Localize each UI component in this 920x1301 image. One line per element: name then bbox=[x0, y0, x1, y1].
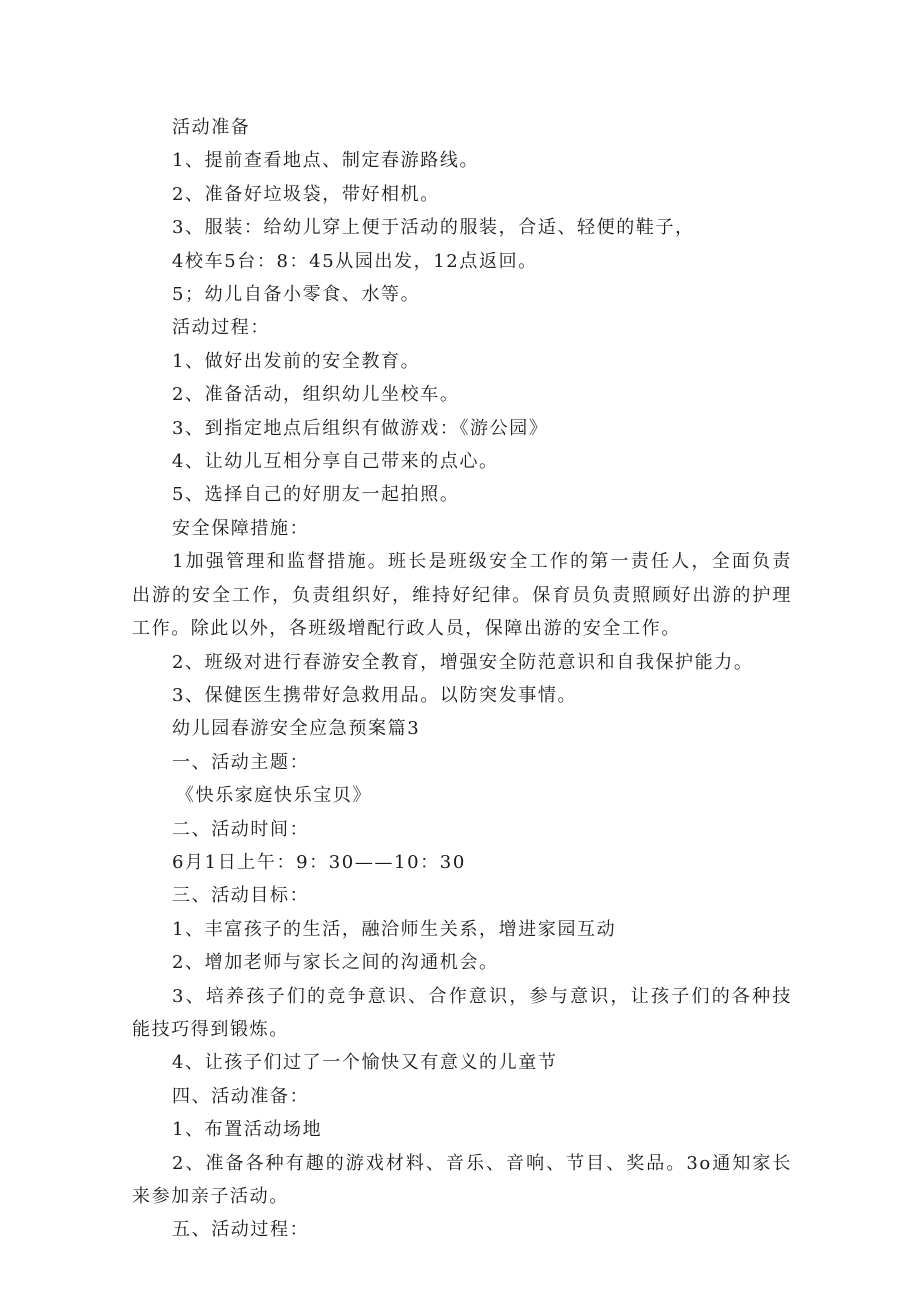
process-item-1: 1、做好出发前的安全教育。 bbox=[172, 350, 421, 372]
safety-item-3: 3、保健医生携带好急救用品。以防突发事情。 bbox=[172, 684, 578, 706]
heading-goals: 三、活动目标： bbox=[172, 885, 310, 907]
heading-activity-process: 活动过程： bbox=[172, 317, 270, 339]
time-value: 6月1日上午：9：30——10：30 bbox=[172, 851, 466, 873]
goal-item-3: 3、培养孩子们的竞争意识、合作意识，参与意识，让孩子们的各种技能技巧得到锻炼。 bbox=[132, 985, 792, 1040]
goal-item-4: 4、让孩子们过了一个愉快又有意义的儿童节 bbox=[172, 1052, 558, 1074]
section-title: 幼儿园春游安全应急预案篇3 bbox=[172, 718, 421, 740]
safety-paragraph-1: 1加强管理和监督措施。班长是班级安全工作的第一责任人，全面负责出游的安全工作，负责组织好，维持好纪律。保育员负责照顾好出游的护理工作。除此以外，各班级增配行政人员，保障出游的安全工作。 bbox=[132, 551, 792, 640]
prep-item-4: 4校车5台：8：45从园出发，12点返回。 bbox=[172, 250, 538, 272]
goal-item-1: 1、丰富孩子的生活，融洽师生关系，增进家园互动 bbox=[172, 918, 617, 940]
prep-item-3: 3、服装：给幼儿穿上便于活动的服装，合适、轻便的鞋子， bbox=[172, 217, 695, 239]
heading-preparation: 四、活动准备： bbox=[172, 1085, 310, 1107]
document-body bbox=[132, 111, 792, 1247]
process-item-4: 4、让幼儿互相分享自己带来的点心。 bbox=[172, 451, 499, 473]
heading-activity-preparation: 活动准备 bbox=[172, 117, 251, 138]
heading-theme: 一、活动主题： bbox=[172, 751, 310, 773]
safety-item-2: 2、班级对进行春游安全教育，增强安全防范意识和自我保护能力。 bbox=[172, 651, 754, 673]
prep-item-1: 1、提前查看地点、制定春游路线。 bbox=[172, 150, 480, 172]
heading-safety-measures: 安全保障措施： bbox=[172, 517, 310, 539]
heading-process: 五、活动过程： bbox=[172, 1219, 310, 1241]
process-item-5: 5、选择自己的好朋友一起拍照。 bbox=[172, 484, 460, 506]
prep-item-2: 2、准备好垃圾袋，带好相机。 bbox=[172, 183, 440, 205]
prep-item-5: 5；幼儿自备小零食、水等。 bbox=[172, 284, 421, 306]
process-item-2: 2、准备活动，组织幼儿坐校车。 bbox=[172, 384, 460, 406]
process-item-3: 3、到指定地点后组织有做游戏：《游公园》 bbox=[172, 417, 549, 439]
preparation-item-2: 2、准备各种有趣的游戏材料、音乐、音响、节目、奖品。3o通知家长来参加亲子活动。 bbox=[132, 1152, 792, 1207]
theme-value: 《快乐家庭快乐宝贝》 bbox=[176, 785, 372, 807]
heading-time: 二、活动时间： bbox=[172, 818, 310, 840]
preparation-item-1: 1、布置活动场地 bbox=[172, 1119, 323, 1141]
goal-item-2: 2、增加老师与家长之间的沟通机会。 bbox=[172, 952, 499, 974]
